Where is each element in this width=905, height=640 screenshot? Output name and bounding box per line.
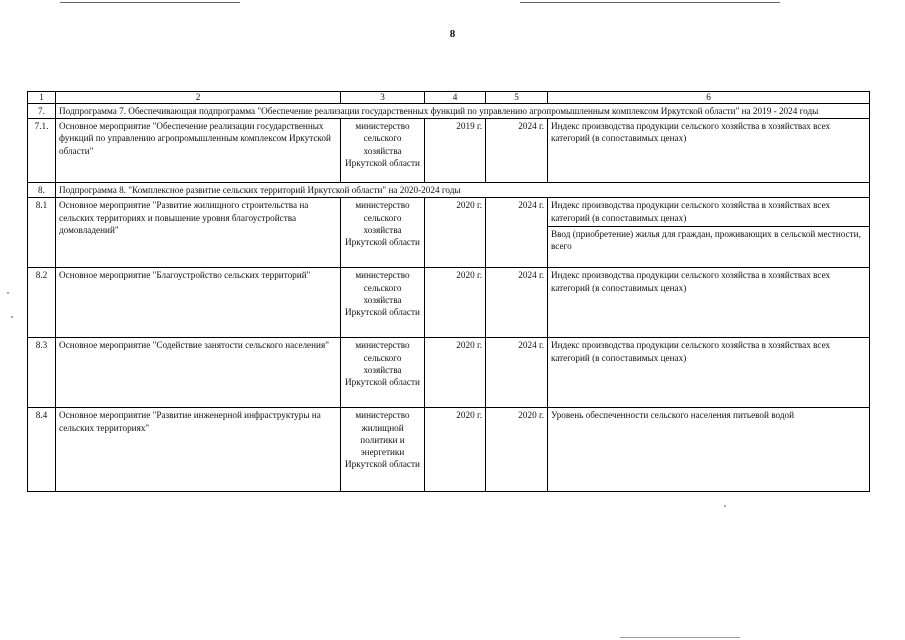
end-year: 2024 г.: [486, 338, 548, 408]
item-number: 8.2: [28, 268, 56, 338]
executor-cell: министерство сельского хозяйства Иркутской области: [341, 119, 425, 183]
item-number: 8.4: [28, 408, 56, 492]
executor-cell: министерство сельского хозяйства Иркутской области: [341, 198, 425, 268]
indicator-cell: [548, 408, 870, 492]
scan-speck: [724, 505, 726, 507]
header-cell-2: 2: [56, 92, 341, 104]
bottom-scan-line: [620, 637, 740, 638]
header-cell-1: 1: [28, 92, 56, 104]
table-row: [28, 119, 870, 183]
end-year: 2024 г.: [486, 198, 548, 268]
table-row: [28, 268, 870, 338]
indicator-text: Индекс производства продукции сельского хозяйства в хозяйствах всех категорий (в сопоставимых ценах): [551, 270, 831, 293]
plan-table: [27, 91, 870, 492]
activity-name: Основное мероприятие "Развитие жилищного строительства на сельских территориях и повышение уровня благоустройства домовладений": [56, 198, 341, 268]
start-year: 2020 г.: [425, 268, 486, 338]
activity-name: Основное мероприятие "Развитие инженерной инфраструктуры на сельских территориях": [56, 408, 341, 492]
start-year: 2019 г.: [425, 119, 486, 183]
start-year: 2020 г.: [425, 338, 486, 408]
indicator-text: Уровень обеспеченности сельского населения питьевой водой: [551, 410, 795, 421]
top-scan-line-right: [520, 2, 780, 3]
indicator-text: Ввод (приобретение) жилья для граждан, проживающих в сельской местности, всего: [548, 226, 869, 252]
section-row: [28, 183, 870, 198]
item-number: 8.3: [28, 338, 56, 408]
activity-name: Основное мероприятие "Обеспечение реализации государственных функций по управлению агропромышленным комплексом Иркутской области": [56, 119, 341, 183]
indicator-text: Индекс производства продукции сельского хозяйства в хозяйствах всех категорий (в сопоставимых ценах): [551, 200, 831, 223]
section-title: Подпрограмма 7. Обеспечивающая подпрограмма "Обеспечение реализации государственных функций по управлению агропромышленным комплексом Иркутской области" на 2019 - 2024 годы: [56, 104, 870, 119]
header-cell-3: 3: [341, 92, 425, 104]
top-scan-line-left: [60, 2, 240, 3]
section-number: 7.: [28, 104, 56, 119]
end-year: 2024 г.: [486, 268, 548, 338]
scan-speck: [7, 292, 9, 294]
table-row: [28, 198, 870, 268]
page-number: 8: [449, 28, 456, 40]
table-row: [28, 338, 870, 408]
indicator-cell: [548, 268, 870, 338]
activity-name: Основное мероприятие "Содействие занятости сельского населения": [56, 338, 341, 408]
activity-name: Основное мероприятие "Благоустройство сельских территорий": [56, 268, 341, 338]
header-cell-4: 4: [425, 92, 486, 104]
item-number: 7.1.: [28, 119, 56, 183]
indicator-cell: [548, 198, 870, 268]
indicator-cell: [548, 119, 870, 183]
section-number: 8.: [28, 183, 56, 198]
plan-table-body: [28, 92, 870, 492]
executor-cell: министерство сельского хозяйства Иркутской области: [341, 268, 425, 338]
indicator-cell: [548, 338, 870, 408]
header-cell-5: 5: [486, 92, 548, 104]
indicator-text: Индекс производства продукции сельского хозяйства в хозяйствах всех категорий (в сопоставимых ценах): [551, 340, 831, 363]
scan-speck: [11, 316, 13, 318]
executor-cell: министерство сельского хозяйства Иркутской области: [341, 338, 425, 408]
section-title: Подпрограмма 8. "Комплексное развитие сельских территорий Иркутской области" на 2020-2024 годы: [56, 183, 870, 198]
start-year: 2020 г.: [425, 408, 486, 492]
table-row: [28, 408, 870, 492]
section-row: [28, 104, 870, 119]
header-row: [28, 92, 870, 104]
indicator-text: Индекс производства продукции сельского хозяйства в хозяйствах всех категорий (в сопоставимых ценах): [551, 121, 831, 144]
header-cell-6: 6: [548, 92, 870, 104]
end-year: 2020 г.: [486, 408, 548, 492]
executor-cell: министерство жилищной политики и энергетики Иркутской области: [341, 408, 425, 492]
end-year: 2024 г.: [486, 119, 548, 183]
start-year: 2020 г.: [425, 198, 486, 268]
item-number: 8.1: [28, 198, 56, 268]
